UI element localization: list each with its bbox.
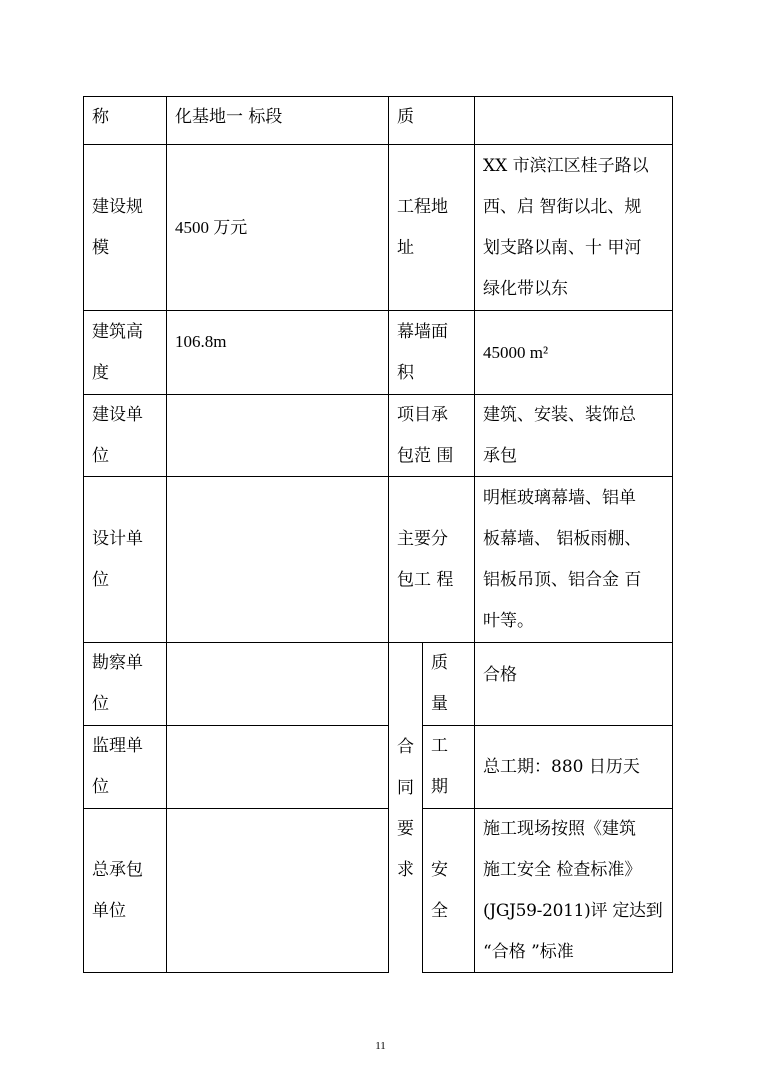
value-cell-supervisor bbox=[166, 725, 389, 809]
label-line: 设计单 bbox=[92, 528, 143, 549]
value-cell-name bbox=[166, 96, 389, 145]
label-line: 建设规 bbox=[92, 196, 143, 217]
value-cell-quality bbox=[474, 96, 673, 145]
label-cell-survey bbox=[83, 642, 167, 726]
value-text: 106.8m bbox=[175, 332, 227, 351]
value-line: XX 市滨江区桂子路以 bbox=[483, 155, 649, 176]
contract-char: 求 bbox=[397, 860, 414, 880]
value-line: 西、启 智街以北、规 bbox=[483, 196, 642, 217]
value-text: 4500 万元 bbox=[175, 218, 248, 237]
label-line: 总承包 bbox=[92, 859, 143, 880]
value-cell-curtain-area bbox=[474, 310, 673, 395]
label-line: 全 bbox=[431, 900, 448, 921]
contract-char: 要 bbox=[397, 819, 414, 839]
contract-char: 同 bbox=[397, 778, 414, 798]
value-line: 划支路以南、十 甲河 bbox=[483, 237, 642, 258]
label-cell-contract-scope bbox=[388, 394, 475, 477]
label-text: 质 bbox=[397, 107, 414, 127]
label-line: 建设单 bbox=[92, 404, 143, 425]
label-cell-name bbox=[83, 96, 167, 145]
label-cell-scale bbox=[83, 144, 167, 311]
sub-label-cell-schedule bbox=[422, 725, 475, 809]
label-cell-address bbox=[388, 144, 475, 311]
label-line: 模 bbox=[92, 237, 109, 258]
project-info-table bbox=[83, 96, 673, 973]
value-text: 合格 bbox=[483, 665, 517, 685]
value-text: 总工期：880 日历天 bbox=[483, 756, 640, 777]
value-cell-scale bbox=[166, 144, 389, 311]
page-number: 11 bbox=[375, 1040, 386, 1052]
contract-requirements-cell bbox=[388, 642, 423, 973]
value-line: 叶等。 bbox=[483, 610, 534, 631]
value-line: (JGJ59-2011)评 定达到 bbox=[483, 900, 663, 921]
label-line: 监理单 bbox=[92, 736, 143, 756]
label-cell-supervisor bbox=[83, 725, 167, 809]
label-line: 位 bbox=[92, 445, 109, 466]
label-cell-subcontract bbox=[388, 476, 475, 643]
label-line: 量 bbox=[431, 694, 448, 714]
value-text: 45000 m² bbox=[483, 343, 549, 362]
label-line: 位 bbox=[92, 694, 109, 714]
value-cell-quality-req bbox=[474, 642, 673, 726]
label-line: 包范 围 bbox=[397, 445, 454, 466]
value-line: 施工现场按照《建筑 bbox=[483, 818, 636, 839]
label-line: 期 bbox=[431, 777, 448, 797]
value-text: 化基地一 标段 bbox=[175, 107, 283, 127]
value-line: “合格 ”标准 bbox=[483, 941, 574, 962]
label-line: 位 bbox=[92, 777, 109, 797]
sub-label-cell-quality bbox=[422, 642, 475, 726]
value-cell-general-contractor bbox=[166, 808, 389, 973]
contract-char: 合 bbox=[397, 737, 414, 757]
value-line: 绿化带以东 bbox=[483, 278, 568, 299]
label-line: 主要分 bbox=[397, 528, 448, 549]
value-cell-contract-scope bbox=[474, 394, 673, 477]
value-cell-safety bbox=[474, 808, 673, 973]
label-line: 建筑高 bbox=[92, 321, 143, 342]
label-line: 位 bbox=[92, 569, 109, 590]
label-line: 度 bbox=[92, 362, 109, 383]
label-line: 单位 bbox=[92, 900, 126, 921]
value-cell-subcontract bbox=[474, 476, 673, 643]
label-cell-general-contractor bbox=[83, 808, 167, 973]
label-cell-curtain-area bbox=[388, 310, 475, 395]
value-line: 铝板吊顶、铝合金 百 bbox=[483, 569, 642, 590]
label-line: 工 bbox=[431, 736, 448, 756]
value-cell-client bbox=[166, 394, 389, 477]
label-cell-designer bbox=[83, 476, 167, 643]
value-line: 板幕墙、 铝板雨棚、 bbox=[483, 528, 642, 549]
label-line: 工程地 bbox=[397, 196, 448, 217]
label-line: 项目承 bbox=[397, 404, 448, 425]
label-cell-quality bbox=[388, 96, 475, 145]
label-line: 安 bbox=[431, 859, 448, 880]
label-line: 址 bbox=[397, 237, 414, 258]
label-text: 称 bbox=[92, 107, 109, 127]
label-line: 积 bbox=[397, 362, 414, 383]
value-line: 施工安全 检查标准》 bbox=[483, 859, 642, 880]
value-line: 承包 bbox=[483, 445, 517, 466]
value-cell-designer bbox=[166, 476, 389, 643]
label-line: 质 bbox=[431, 653, 448, 673]
label-cell-height bbox=[83, 310, 167, 395]
value-cell-survey bbox=[166, 642, 389, 726]
value-cell-height bbox=[166, 310, 389, 395]
label-cell-client bbox=[83, 394, 167, 477]
label-line: 幕墙面 bbox=[397, 321, 448, 342]
value-cell-schedule bbox=[474, 725, 673, 809]
value-line: 建筑、安装、装饰总 bbox=[483, 404, 636, 425]
value-line: 明框玻璃幕墙、铝单 bbox=[483, 487, 636, 508]
label-line: 勘察单 bbox=[92, 653, 143, 673]
value-cell-address bbox=[474, 144, 673, 311]
label-line: 包工 程 bbox=[397, 569, 454, 590]
sub-label-cell-safety bbox=[422, 808, 475, 973]
